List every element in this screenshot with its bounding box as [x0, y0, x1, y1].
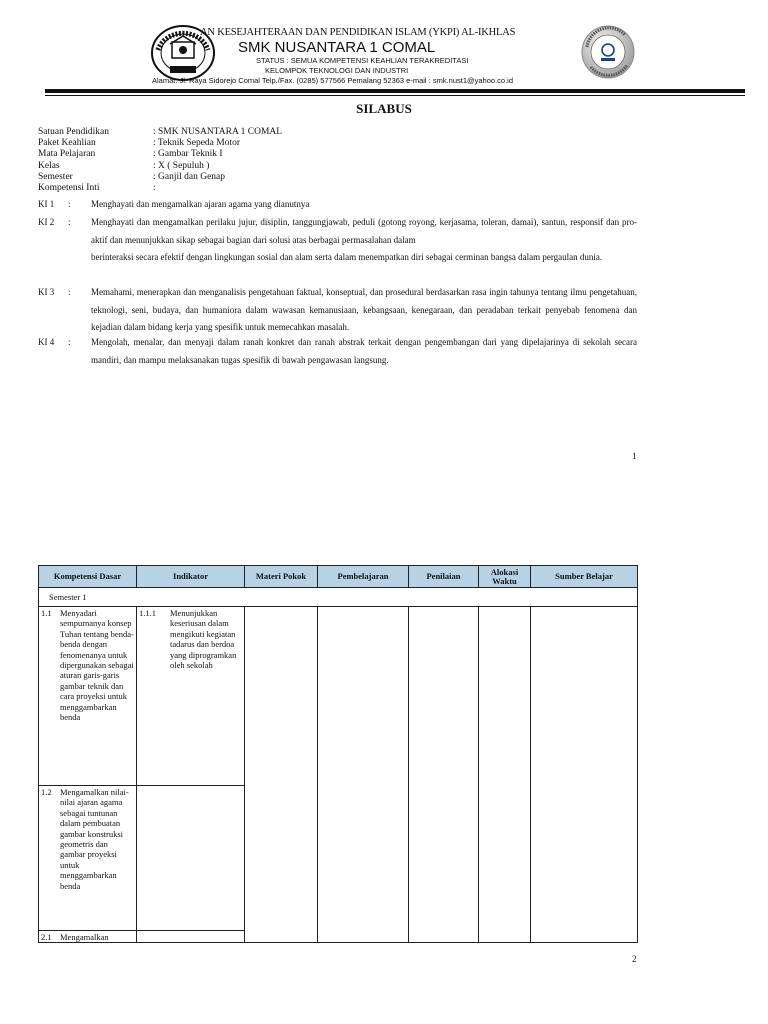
sumber-belajar-cell [531, 607, 638, 943]
ki3-number: KI 3 [38, 287, 55, 297]
header-penilaian: Penilaian [409, 566, 479, 588]
header-materi-pokok: Materi Pokok [245, 566, 318, 588]
ki2-colon: : [68, 217, 71, 227]
header-alokasi-waktu: Alokasi Waktu [479, 566, 531, 588]
header-kompetensi-dasar: Kompetensi Dasar [39, 566, 137, 588]
kd-number: 1.2 [41, 787, 52, 797]
info-label-kelas: Kelas [38, 161, 60, 171]
tuv-certification-logo [581, 25, 635, 79]
table-row [39, 607, 638, 786]
silabus-table [38, 565, 638, 943]
info-label-ki: Kompetensi Inti [38, 183, 100, 193]
pembelajaran-cell [318, 607, 409, 943]
info-label-satuan: Satuan Pendidikan [38, 127, 109, 137]
header-divider-thin [45, 95, 745, 96]
school-name: SMK NUSANTARA 1 COMAL [238, 39, 436, 56]
ki4-colon: : [68, 337, 71, 347]
info-label-paket: Paket Keahlian [38, 138, 96, 148]
info-label-mapel: Mata Pelajaran [38, 149, 96, 159]
kd-number: 2.1 [41, 932, 52, 942]
kd-cell [39, 607, 137, 786]
ki2-text-part2: berinteraksi secara efektif dengan lingkungan sosial dan alam serta dalam menempatkan diri sebagai cerminan bangsa dalam pergaulan dunia. [91, 252, 603, 262]
accreditation-status: STATUS : SEMUA KOMPETENSI KEAHLIAN TERAKREDITASI [256, 56, 469, 65]
page-number-2: 2 [632, 954, 637, 964]
penilaian-cell [409, 607, 479, 943]
semester-row [39, 588, 638, 607]
indikator-text: Menunjukkan keseriusan dalam mengikuti kegiatan tadarus dan berdoa yang diprogramkan oleh sekolah [170, 608, 237, 671]
ki2-number: KI 2 [38, 217, 55, 227]
indikator-cell [137, 931, 245, 943]
technology-group: KELOMPOK TEKNOLOGI DAN INDUSTRI [265, 66, 409, 75]
kd-text: Mengamalkan [60, 932, 109, 942]
document-title: SILABUS [356, 101, 412, 116]
indikator-cell [137, 607, 245, 786]
table-header-row [39, 566, 638, 588]
header-indikator: Indikator [137, 566, 245, 588]
foundation-name: AN KESEJAHTERAAN DAN PENDIDIKAN ISLAM (YKPI) AL-IKHLAS [200, 27, 516, 38]
kd-text: Menyadari sempurnanya konsep Tuhan tentang benda-benda dengan fenomenanya untuk dipergunakan sebagai aturan garis-garis gambar teknik dan cara proyeksi untuk menggambarkan benda [60, 608, 134, 723]
materi-pokok-cell [245, 607, 318, 943]
kd-text: Mengamalkan nilai-nilai ajaran agama sebagai tuntunan dalam pembuatan gambar konstruksi geometris dan gambar proyeksi untuk menggambarkan benda [60, 787, 129, 891]
alokasi-waktu-cell [479, 607, 531, 943]
ki4-number: KI 4 [38, 337, 55, 347]
ki1-colon: : [68, 199, 71, 209]
header-sumber-belajar: Sumber Belajar [531, 566, 638, 588]
ki2-text-part1: Menghayati dan mengamalkan perilaku jujur, disiplin, tanggungjawab, peduli (gotong royong, kerjasama, toleran, damai), santun, responsif dan pro-aktif dan menunjukkan sikap sebagai bagian dari solusi atas berbagai permasalahan dalam [91, 217, 637, 245]
info-value-ki: : [153, 183, 156, 193]
indikator-number: 1.1.1 [139, 608, 156, 618]
ki3-colon: : [68, 287, 71, 297]
school-address: Alamat: Jl. Raya Sidorejo Comal Telp./Fax. (0285) 577566 Pemalang 52363 e-mail : smk.nust1@yahoo.co.id [152, 76, 513, 85]
info-value-mapel: : Gambar Teknik I [153, 149, 223, 159]
kd-cell [39, 931, 137, 943]
info-value-kelas: : X ( Sepuluh ) [153, 161, 210, 171]
kd-cell [39, 786, 137, 931]
info-value-semester: : Ganjil dan Genap [153, 172, 226, 182]
ki1-number: KI 1 [38, 199, 55, 209]
ki3-text: Memahami, menerapkan dan menganalisis pengetahuan faktual, konseptual, dan prosedural berdasarkan rasa ingin tahunya tentang ilmu pengetahuan, teknologi, seni, budaya, dan humaniora dalam wawasan kemanusiaan, kebangsaan, kenegaraan, dan peradaban terkait penyebab fenomena dan kejadian dalam bidang kerja yang spesifik untuk memecahkan masalah. [91, 287, 637, 332]
page-number-1: 1 [632, 451, 637, 461]
indikator-cell [137, 786, 245, 931]
kd-number: 1.1 [41, 608, 52, 618]
ki4-text: Mengolah, menalar, dan menyaji dalam ranah konkret dan ranah abstrak terkait dengan pengembangan dari yang dipelajarinya di sekolah secara mandiri, dan mampu melaksanakan tugas spesifik di bawah pengawasan langsung. [91, 337, 637, 365]
info-value-satuan: : SMK NUSANTARA 1 COMAL [153, 127, 283, 137]
info-label-semester: Semester [38, 172, 73, 182]
info-value-paket: : Teknik Sepeda Motor [153, 138, 241, 148]
header-pembelajaran: Pembelajaran [318, 566, 409, 588]
ki1-text: Menghayati dan mengamalkan ajaran agama yang dianutnya [91, 199, 310, 209]
semester-label: Semester 1 [39, 588, 638, 607]
header-divider-thick [45, 89, 745, 93]
